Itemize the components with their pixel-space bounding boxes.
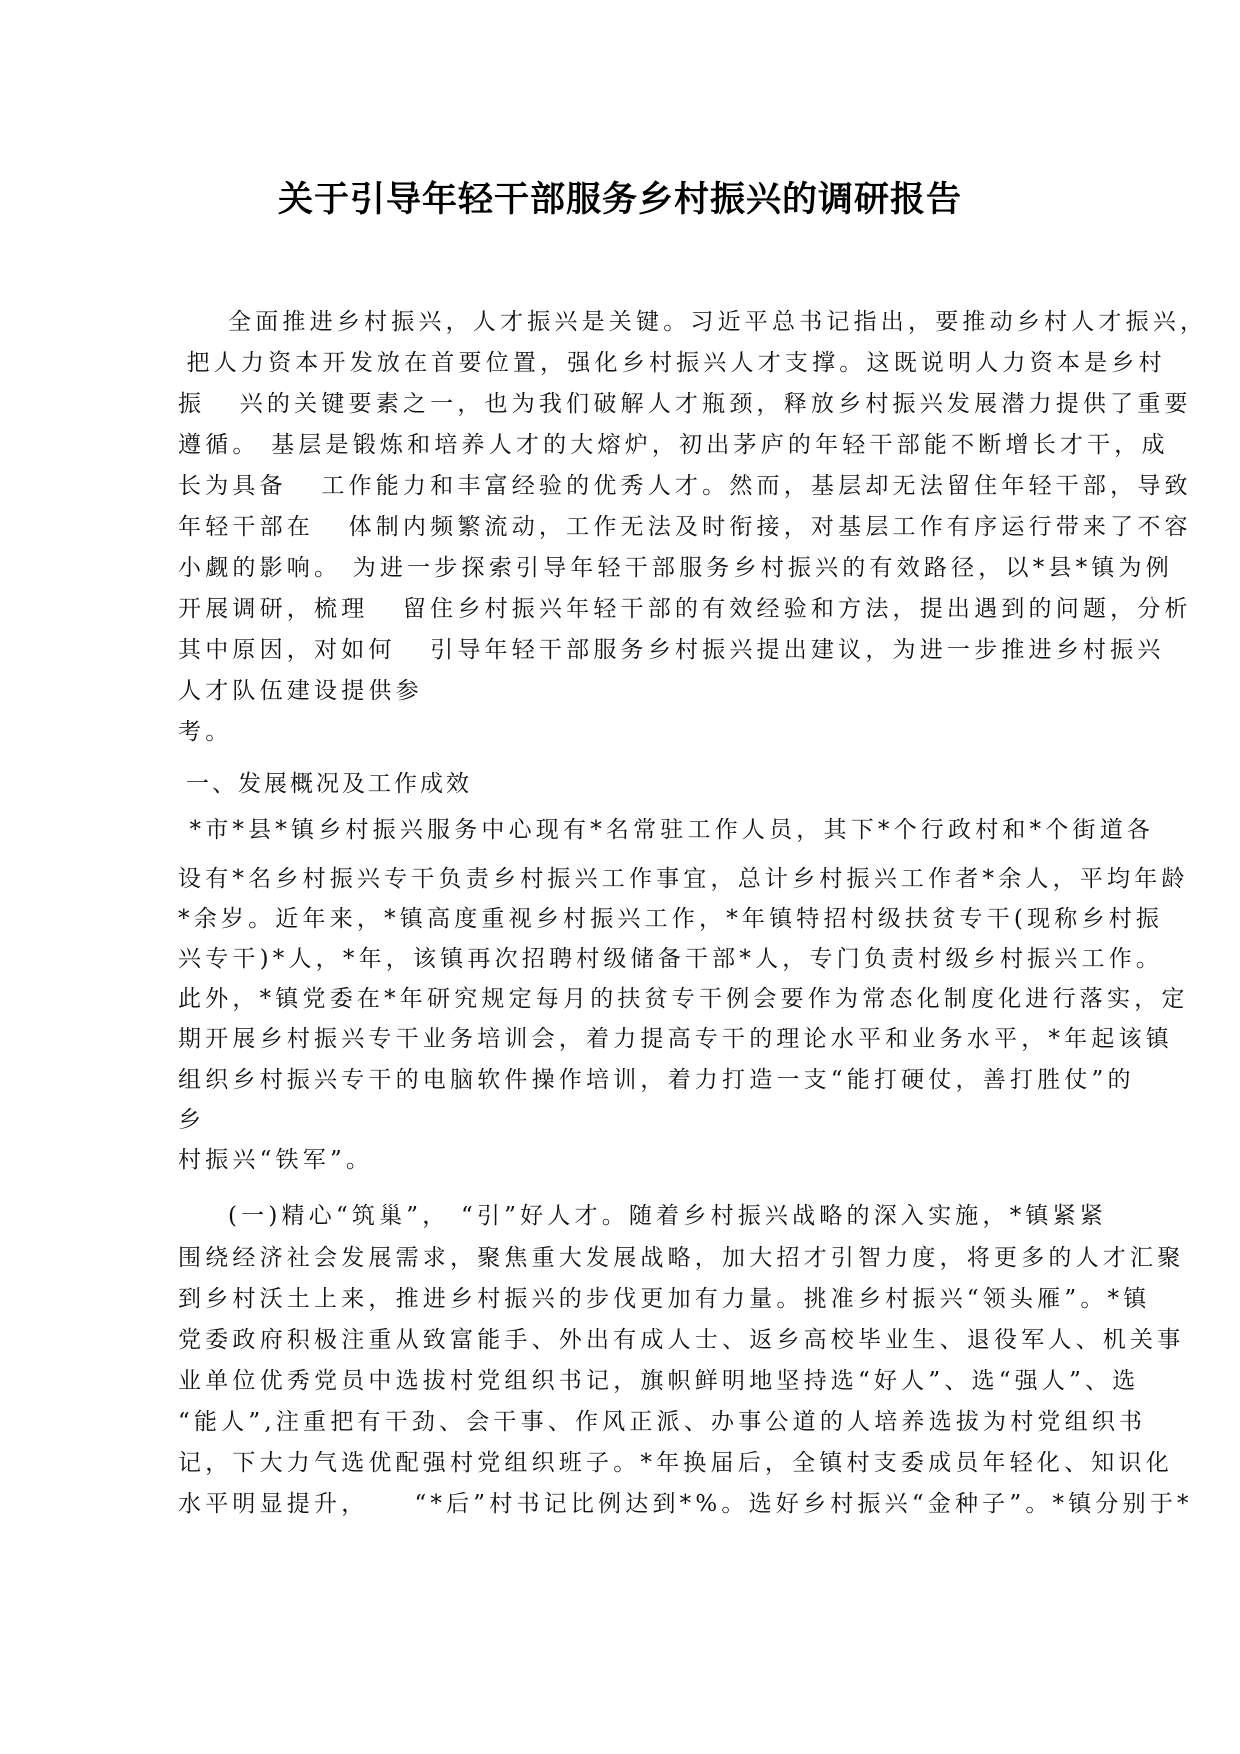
section1-line-5: 此外，*镇党委在*年研究规定每月的扶贫专干例会要作为常态化制度化进行落实，定 — [178, 986, 1189, 1012]
intro-line-5: 长为具备 工作能力和丰富经验的优秀人才。然而，基层却无法留住年轻干部，导致 — [178, 473, 1192, 499]
intro-line-6: 年轻干部在 体制内频繁流动，工作无法及时衔接，对基层工作有序运行带来了不容 — [178, 514, 1192, 540]
subsection1-line-7: 记，下大力气选优配强村党组织班子。*年换届后，全镇村支委成员年轻化、知识化 — [178, 1450, 1173, 1476]
subsection1-line-6: “能人”,注重把有干劲、会干事、作风正派、办事公道的人培养选拔为村党组织书 — [178, 1409, 1147, 1435]
intro-line-7: 小觑的影响。 为进一步探索引导年轻干部服务乡村振兴的有效路径，以*县*镇为例 — [178, 555, 1173, 581]
intro-line-8: 开展调研，梳理 留住乡村振兴年轻干部的有效经验和方法，提出遇到的问题，分析 — [178, 596, 1192, 622]
intro-line-4: 遵循。 基层是锻炼和培养人才的大熔炉，初出茅庐的年轻干部能不断增长才干，成 — [178, 432, 1169, 458]
section1-line-1: *市*县*镇乡村振兴服务中心现有*名常驻工作人员，其下*个行政村和*个街道各 — [178, 817, 1155, 843]
intro-line-9: 其中原因，对如何 引导年轻干部服务乡村振兴提出建议，为进一步推进乡村振兴 — [178, 637, 1165, 663]
subsection1-line-5: 业单位优秀党员中选拔村党组织书记，旗帜鲜明地坚持选“好人”、选“强人”、选 — [178, 1368, 1140, 1394]
section1-line-4: 兴专干)*人，*年，该镇再次招聘村级储备干部*人，专门负责村级乡村振兴工作。 — [178, 946, 1164, 972]
section1-line-6: 期开展乡村振兴专干业务培训会，着力提高专干的理论水平和业务水平，*年起该镇 — [178, 1026, 1173, 1052]
document-title: 关于引导年轻干部服务乡村振兴的调研报告 — [277, 180, 962, 220]
section-heading: 一、发展概况及工作成效 — [186, 771, 472, 797]
subsection1-line-4: 党委政府积极注重从致富能手、外出有成人士、返乡高校毕业生、退役军人、机关事 — [178, 1327, 1185, 1353]
section1-line-7: 组织乡村振兴专干的电脑软件操作培训，着力打造一支“能打硬仗，善打胜仗”的 — [178, 1067, 1135, 1093]
section1-line-3: *余岁。近年来，*镇高度重视乡村振兴工作，*年镇特招村级扶贫专干(现称乡村振 — [178, 906, 1164, 932]
intro-line-3: 振 兴的关键要素之一，也为我们破解人才瓶颈，释放乡村振兴发展潜力提供了重要 — [178, 391, 1192, 417]
subsection1-line-3: 到乡村沃土上来，推进乡村振兴的步伐更加有力量。挑准乡村振兴“领头雁”。*镇 — [178, 1286, 1151, 1312]
intro-line-11: 考。 — [178, 719, 233, 745]
section1-line-2: 设有*名乡村振兴专干负责乡村振兴工作事宜，总计乡村振兴工作者*余人，平均年龄 — [178, 866, 1189, 892]
section1-line-8: 乡 — [178, 1107, 206, 1133]
subsection1-line-2: 围绕经济社会发展需求，聚焦重大发展战略，加大招才引智力度，将更多的人才汇聚 — [178, 1245, 1185, 1271]
intro-line-10: 人才队伍建设提供参 — [178, 678, 423, 704]
subsection1-line-8: 水平明显提升， “*后”村书记比例达到*%。选好乡村振兴“金种子”。*镇分别于* — [178, 1491, 1193, 1517]
section1-line-9: 村振兴“铁军”。 — [178, 1147, 374, 1173]
subsection1-line-1: (一)精心“筑巢”， “引”好人才。随着乡村振兴战略的深入实施，*镇紧紧 — [228, 1203, 1107, 1229]
intro-line-1: 全面推进乡村振兴，人才振兴是关键。习近平总书记指出，要推动乡村人才振兴， — [228, 309, 1208, 335]
intro-line-2: 把人力资本开发放在首要位置，强化乡村振兴人才支撑。这既说明人力资本是乡村 — [175, 350, 1166, 376]
